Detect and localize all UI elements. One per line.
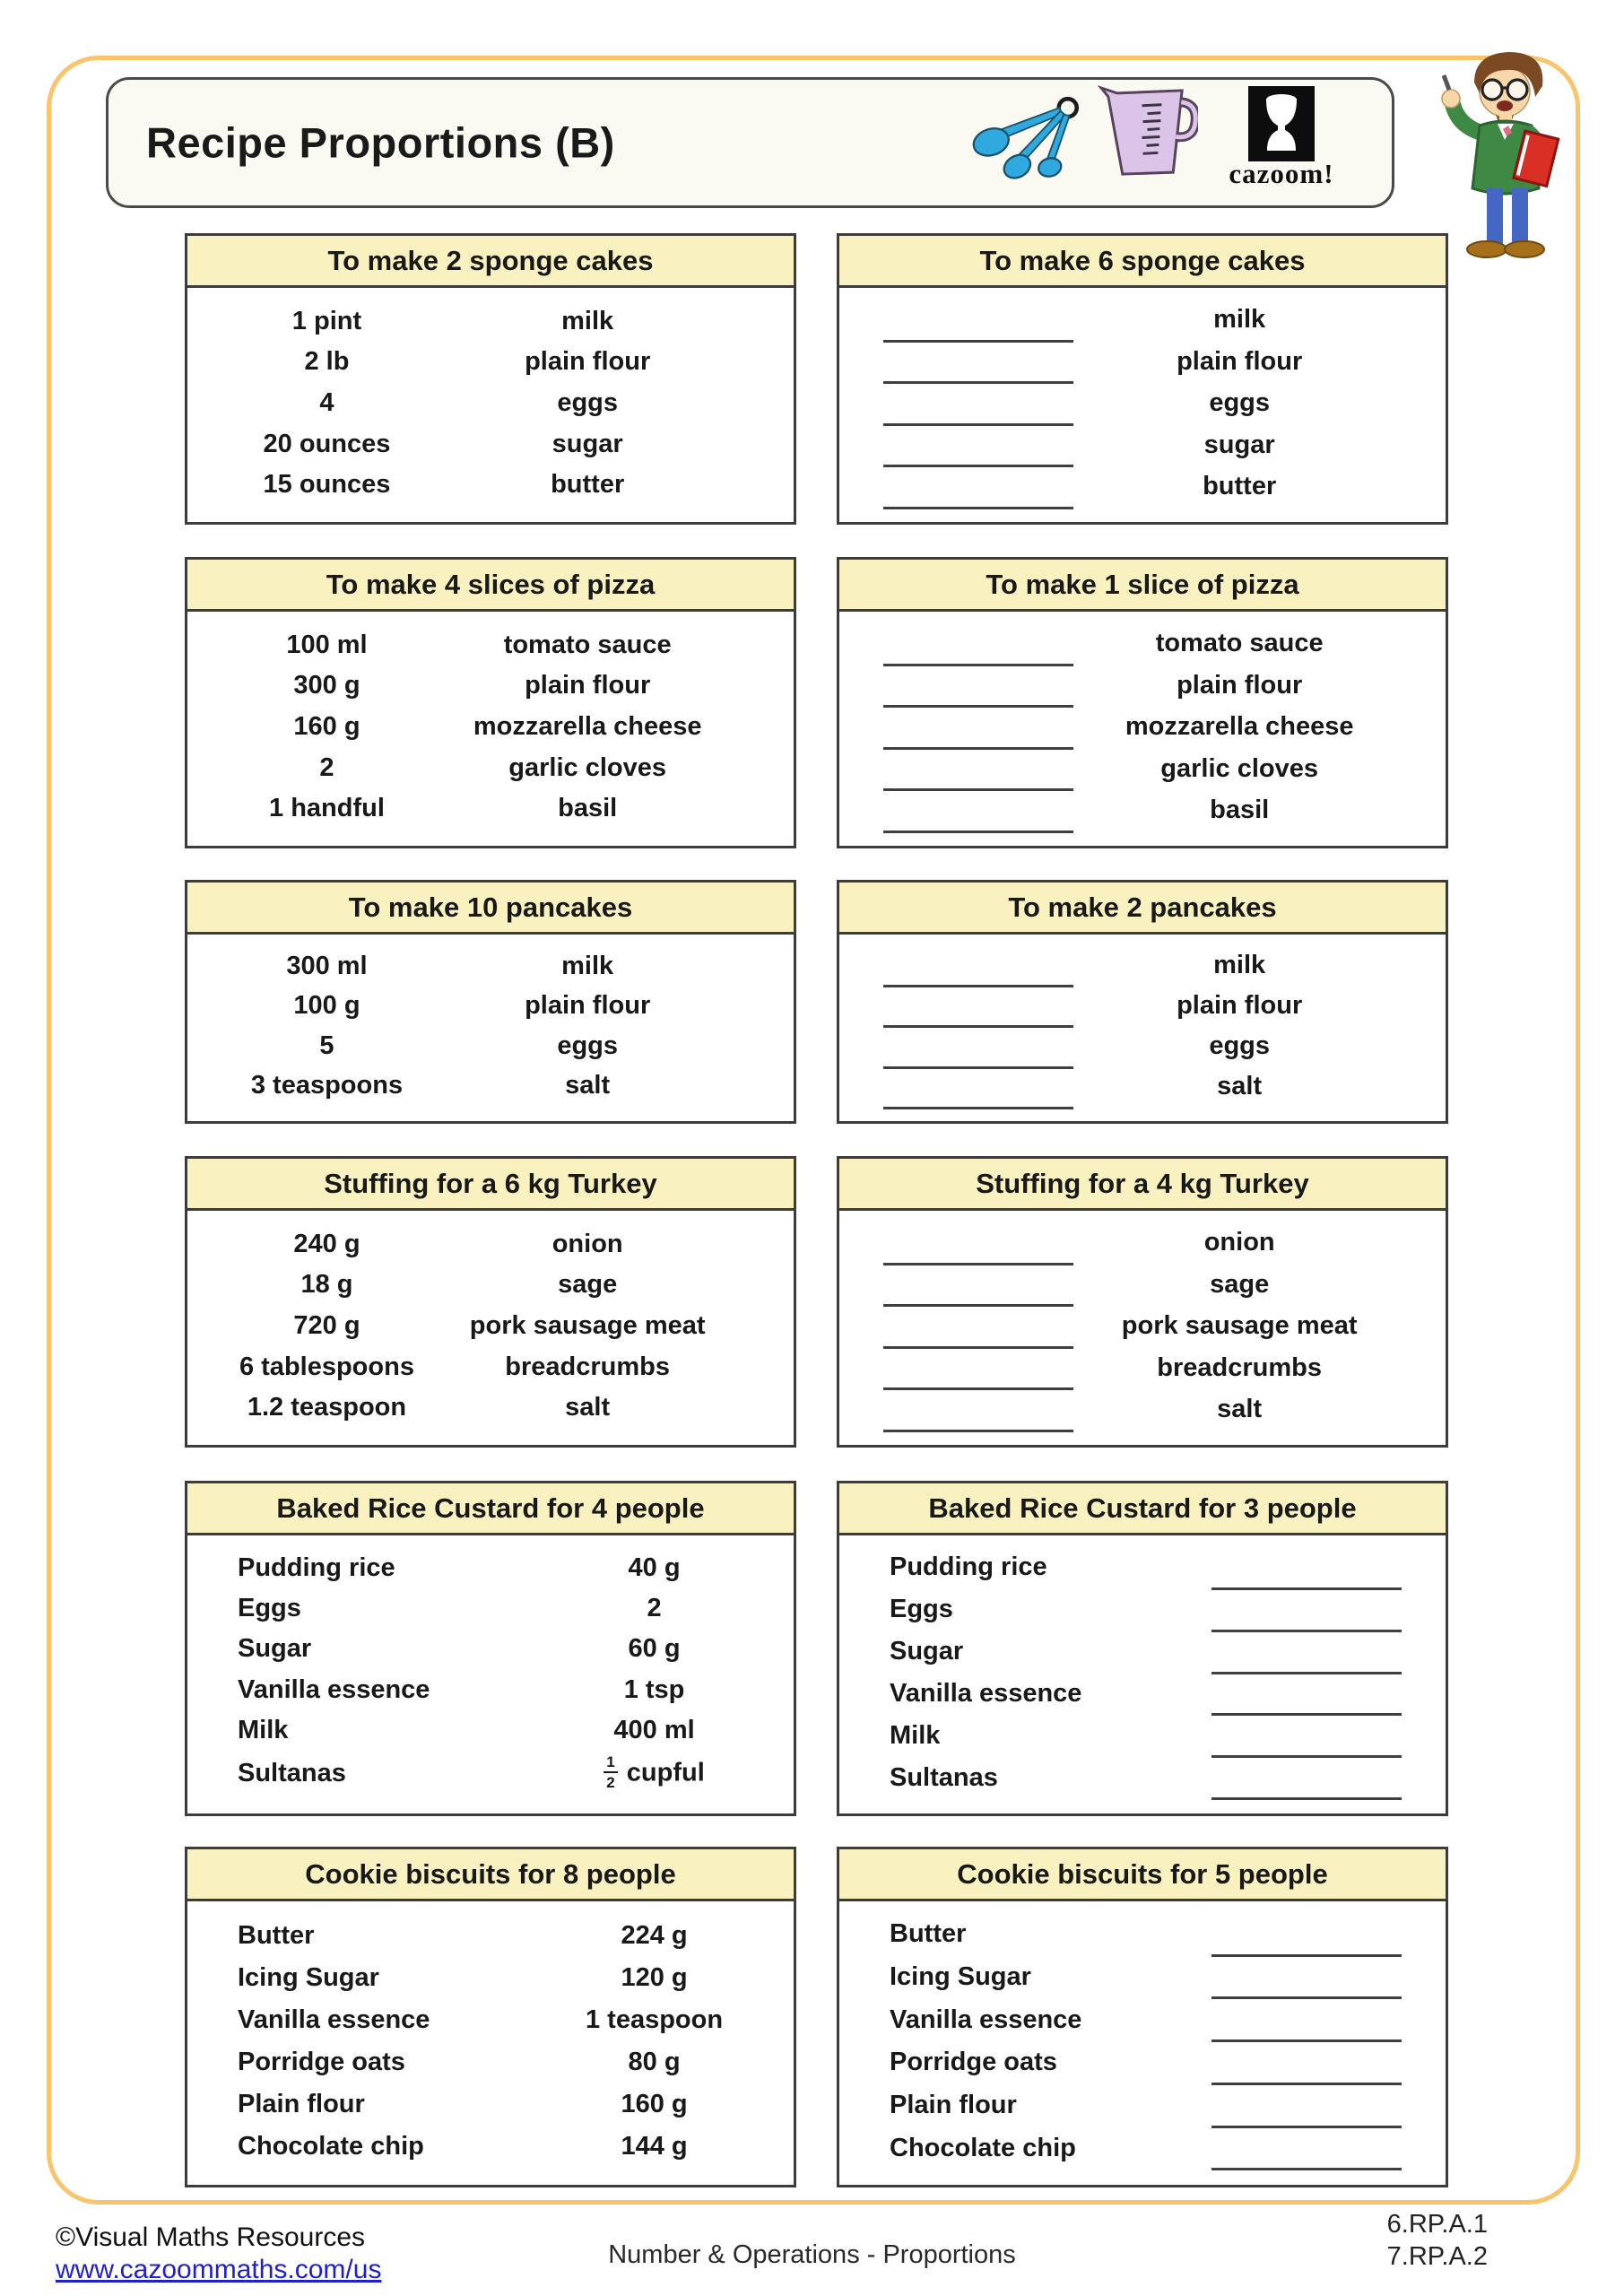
ingredient-row [839, 2046, 1446, 2080]
answer-blank-line [883, 440, 1073, 467]
ingredient-name: garlic cloves [508, 752, 667, 782]
ingredient-name: eggs [1209, 1031, 1270, 1061]
answer-blank-line [883, 806, 1073, 833]
ingredient-name: Pudding rice [890, 1552, 1047, 1582]
ingredient-row [839, 1718, 1446, 1752]
answer-blank-line [883, 399, 1073, 426]
quantity-value: 6 tablespoons [239, 1352, 414, 1381]
ingredient-row [839, 1351, 1446, 1385]
ingredient-row [839, 2131, 1446, 2165]
quantity-cell [839, 428, 1118, 462]
fraction [604, 1754, 617, 1790]
ingredient-name: Plain flour [890, 2091, 1017, 2120]
quantity-value: 160 g [621, 2090, 688, 2118]
answer-blank-line [1211, 1972, 1402, 1999]
measuring-jug-icon [1096, 83, 1198, 185]
quantity-cell [839, 1309, 1118, 1344]
quantity-cell [839, 627, 1118, 661]
footer-copyright: ©Visual Maths Resources [56, 2222, 366, 2252]
footer-standard-codes [1387, 2208, 1488, 2274]
quantity-cell [839, 794, 1118, 828]
answer-blank-line [883, 1322, 1073, 1349]
ingredient-name: plain flour [525, 347, 651, 377]
ingredient-name: butter [1203, 472, 1277, 500]
quantity-cell [1191, 2046, 1446, 2080]
quantity-value: 20 ounces [263, 429, 391, 458]
measuring-spoons-icon [967, 91, 1092, 181]
ingredient-row [187, 2005, 794, 2035]
recipe-box-body [187, 1535, 794, 1813]
ingredient-row [187, 430, 794, 459]
quantity-value: 120 g [621, 1963, 688, 1992]
ingredient-row [839, 470, 1446, 504]
answer-blank-line [1211, 1731, 1402, 1758]
ingredient-name: basil [1210, 796, 1270, 824]
recipe-box-body [839, 935, 1446, 1121]
ingredient-name: Sultanas [238, 1759, 346, 1788]
recipe-box-title: Cookie biscuits for 5 people [839, 1849, 1446, 1901]
quantity-cell [839, 668, 1118, 702]
recipe-box-turkey-stuffing-6kg [185, 1156, 796, 1448]
recipe-box-title: Baked Rice Custard for 3 people [839, 1483, 1446, 1535]
ingredient-name: Chocolate chip [238, 2132, 424, 2161]
recipe-box-title: Cookie biscuits for 8 people [187, 1849, 794, 1901]
ingredient-name: garlic cloves [1160, 753, 1319, 783]
ingredient-row [839, 1551, 1446, 1585]
ingredient-name: Butter [238, 1921, 315, 1950]
ingredient-name: Eggs [238, 1594, 301, 1623]
answer-blank-line [883, 1001, 1073, 1028]
quantity-cell [839, 1070, 1118, 1104]
recipe-box-title: To make 1 slice of pizza [839, 560, 1446, 612]
quantity-value: 300 g [293, 671, 360, 700]
ingredient-row [187, 952, 794, 981]
recipe-box-body [187, 288, 794, 522]
ingredient-name: plain flour [525, 671, 651, 700]
recipe-box-body [187, 935, 794, 1121]
answer-blank-line [1211, 2144, 1402, 2170]
page-title: Recipe Proportions (B) [146, 118, 615, 167]
quantity-cell [1191, 1918, 1446, 1952]
ingredient-name: Pudding rice [238, 1553, 395, 1583]
answer-blank-line [1211, 2058, 1402, 2085]
quantity-value: 15 ounces [263, 470, 391, 500]
ingredient-name: salt [1217, 1395, 1263, 1423]
ingredient-row [839, 303, 1446, 337]
quantity-cell [839, 1030, 1118, 1064]
ingredient-name: eggs [557, 387, 618, 417]
quantity-cell [1191, 1676, 1446, 1710]
footer-topic-label: Number & Operations - Proportions [608, 2240, 1016, 2269]
answer-blank-line [1211, 1773, 1402, 1800]
ingredient-row [187, 1963, 794, 1993]
answer-blank-line [883, 639, 1073, 666]
ingredient-row [839, 2003, 1446, 2037]
quantity-cell [1191, 1960, 1446, 1994]
answer-blank-line [883, 357, 1073, 384]
recipe-box-pizza-1-slice [837, 557, 1448, 848]
ingredient-row [839, 2089, 1446, 2123]
quantity-cell [839, 752, 1118, 786]
recipe-box-cookie-biscuits-8 [185, 1847, 796, 2187]
cazoom-logo-mark [1248, 86, 1315, 161]
recipe-box-rice-custard-3 [837, 1481, 1448, 1816]
answer-blank-line [1211, 2015, 1402, 2042]
ingredient-name: Vanilla essence [238, 2005, 430, 2034]
ingredient-name: milk [561, 306, 614, 335]
recipe-box-body [839, 612, 1446, 846]
recipe-box-title: Baked Rice Custard for 4 people [187, 1483, 794, 1535]
ingredient-name: plain flour [1177, 346, 1303, 376]
ingredient-row [839, 387, 1446, 421]
ingredient-name: Eggs [890, 1595, 953, 1624]
recipe-box-rice-custard-4 [185, 1481, 796, 1816]
ingredient-name: milk [561, 952, 614, 981]
quantity-value: 40 g [628, 1553, 681, 1583]
ingredient-row [839, 1393, 1446, 1427]
fraction-denominator: 2 [606, 1773, 615, 1791]
answer-blank-line [1211, 1930, 1402, 1957]
recipe-box-title: To make 4 slices of pizza [187, 560, 794, 612]
recipe-box-pancakes-10 [185, 880, 796, 1124]
ingredient-name: Icing Sugar [238, 1963, 379, 1992]
quantity-cell [1191, 1551, 1446, 1585]
ingredient-row [839, 344, 1446, 378]
ingredient-row [187, 2048, 794, 2077]
answer-blank-line [883, 1280, 1073, 1307]
answer-blank-line [1211, 1605, 1402, 1632]
answer-blank-line [883, 1083, 1073, 1109]
fraction-numerator: 1 [604, 1754, 617, 1773]
recipe-box-title: To make 6 sponge cakes [839, 236, 1446, 288]
ingredient-row [839, 1761, 1446, 1795]
ingredient-name: Sultanas [890, 1762, 998, 1792]
footer-website-link[interactable]: www.cazoommaths.com/us [56, 2255, 382, 2284]
ingredient-row [187, 1311, 794, 1341]
ingredient-row [187, 388, 794, 418]
quantity-value: 240 g [293, 1229, 360, 1258]
quantity-value: 1 tsp [623, 1674, 685, 1704]
ingredient-name: Porridge oats [238, 2048, 405, 2076]
ingredient-name: mozzarella cheese [1125, 712, 1354, 741]
ingredient-name: pork sausage meat [1121, 1311, 1358, 1340]
ingredient-row [187, 2090, 794, 2119]
ingredient-name: sugar [1203, 430, 1275, 459]
ingredient-row [187, 1230, 794, 1259]
ingredient-name: basil [558, 794, 618, 823]
ingredient-row [187, 991, 794, 1021]
quantity-cell [1191, 2131, 1446, 2165]
quantity-value: 18 g [300, 1270, 353, 1300]
recipe-box-body [187, 612, 794, 846]
ingredient-name: Plain flour [238, 2090, 365, 2118]
ingredient-row [187, 1553, 794, 1583]
answer-blank-line [1211, 1563, 1402, 1590]
ingredient-row [187, 1634, 794, 1664]
answer-blank-line [883, 764, 1073, 791]
recipe-box-body [187, 1211, 794, 1445]
recipe-box-title: To make 2 sponge cakes [187, 236, 794, 288]
ingredient-name: Vanilla essence [890, 1678, 1082, 1708]
ingredient-row [187, 307, 794, 336]
ingredient-row [187, 631, 794, 660]
ingredient-name: milk [1213, 305, 1266, 334]
ingredient-row [187, 1716, 794, 1745]
ingredient-row [187, 671, 794, 700]
quantity-value: cupful [626, 1758, 705, 1787]
quantity-value: 1 teaspoon [585, 2005, 724, 2034]
teacher-illustration [1424, 47, 1585, 271]
quantity-value: 160 g [293, 711, 360, 741]
recipe-box-body [839, 1901, 1446, 2185]
ingredient-row [839, 1309, 1446, 1344]
ingredient-row [839, 794, 1446, 828]
quantity-cell [839, 387, 1118, 421]
ingredient-name: eggs [557, 1031, 618, 1060]
recipe-box-sponge-cakes-6 [837, 233, 1448, 525]
ingredient-name: Milk [890, 1720, 941, 1750]
quantity-value: 1 pint [291, 306, 362, 335]
answer-blank-line [883, 483, 1073, 509]
answer-blank-line [1211, 1648, 1402, 1674]
answer-blank-line [883, 1042, 1073, 1069]
ingredient-row [187, 712, 794, 742]
quantity-value: 5 [319, 1031, 334, 1060]
ingredient-row [839, 1267, 1446, 1301]
ingredient-row [187, 1921, 794, 1951]
cazoom-logo-text: cazoom! [1229, 158, 1334, 189]
quantity-cell [1191, 1718, 1446, 1752]
cazoom-logo [1218, 86, 1345, 190]
ingredient-row [187, 1352, 794, 1382]
quantity-value: 224 g [621, 1921, 688, 1950]
quantity-value: 2 lb [304, 347, 350, 377]
quantity-value: 60 g [628, 1634, 681, 1664]
ingredient-row [839, 1635, 1446, 1669]
ingredient-name: mozzarella cheese [473, 711, 702, 741]
answer-blank-line [883, 316, 1073, 343]
ingredient-name: tomato sauce [1155, 629, 1324, 657]
ingredient-row [839, 668, 1446, 702]
quantity-cell [1191, 2089, 1446, 2123]
recipe-box-body [839, 1535, 1446, 1813]
ingredient-row [839, 1676, 1446, 1710]
quantity-cell [839, 948, 1118, 982]
ingredient-row [839, 710, 1446, 744]
ingredient-row [187, 753, 794, 783]
ingredient-name: Sugar [890, 1637, 964, 1666]
quantity-cell [839, 470, 1118, 504]
quantity-value: 400 ml [613, 1715, 695, 1744]
recipe-box-title: Stuffing for a 4 kg Turkey [839, 1159, 1446, 1211]
quantity-cell [839, 1351, 1118, 1385]
quantity-cell [839, 303, 1118, 337]
ingredient-row [187, 470, 794, 500]
ingredient-name: sage [558, 1270, 618, 1300]
quantity-cell [839, 344, 1118, 378]
ingredient-row [187, 1752, 794, 1792]
ingredient-name: butter [551, 470, 625, 500]
answer-blank-line [1211, 1689, 1402, 1716]
quantity-cell [1191, 2003, 1446, 2037]
ingredient-name: Vanilla essence [890, 2005, 1082, 2034]
quantity-cell [1191, 1761, 1446, 1795]
quantity-cell [839, 1393, 1118, 1427]
ingredient-row [839, 1226, 1446, 1260]
quantity-value: 2 [647, 1594, 662, 1623]
ingredient-name: pork sausage meat [469, 1310, 706, 1340]
ingredient-row [187, 1675, 794, 1705]
quantity-cell [539, 1752, 794, 1792]
standard-code-line2: 7.RP.A.2 [1386, 2242, 1488, 2272]
answer-blank-line [883, 723, 1073, 750]
quantity-value: 80 g [628, 2048, 681, 2076]
ingredient-name: Milk [238, 1715, 289, 1744]
ingredient-row [839, 1918, 1446, 1952]
quantity-value: 100 ml [286, 630, 368, 659]
ingredient-name: Icing Sugar [890, 1961, 1031, 1991]
ingredient-row [839, 1030, 1446, 1064]
ingredient-name: sage [1210, 1269, 1270, 1299]
ingredient-name: onion [1203, 1228, 1275, 1257]
ingredient-name: plain flour [1177, 670, 1303, 700]
ingredient-name: Sugar [238, 1634, 312, 1664]
quantity-cell [1191, 1593, 1446, 1627]
ingredient-row [187, 1270, 794, 1300]
answer-blank-line [883, 1239, 1073, 1265]
answer-blank-line [883, 1405, 1073, 1432]
standard-code-line1: 6.RP.A.1 [1386, 2210, 1488, 2239]
ingredient-name: plain flour [1177, 990, 1303, 1020]
recipe-box-turkey-stuffing-4kg [837, 1156, 1448, 1448]
ingredient-row [839, 948, 1446, 982]
ingredient-row [187, 794, 794, 823]
quantity-value: 2 [319, 752, 334, 782]
ingredient-name: salt [565, 1393, 611, 1422]
ingredient-row [839, 1070, 1446, 1104]
ingredient-row [839, 428, 1446, 462]
ingredient-row [187, 1594, 794, 1623]
quantity-value: 300 ml [286, 952, 368, 981]
ingredient-name: milk [1213, 950, 1266, 979]
quantity-value: 4 [319, 387, 334, 417]
ingredient-row [187, 1071, 794, 1100]
ingredient-name: tomato sauce [503, 630, 672, 659]
quantity-cell [839, 1267, 1118, 1301]
answer-blank-line [883, 961, 1073, 987]
quantity-cell [839, 710, 1118, 744]
recipe-box-title: To make 2 pancakes [839, 883, 1446, 935]
recipe-box-body [839, 1211, 1446, 1445]
quantity-cell [1191, 1635, 1446, 1669]
ingredient-name: plain flour [525, 991, 651, 1021]
ingredient-name: salt [1217, 1072, 1263, 1101]
ingredient-row [839, 1960, 1446, 1994]
recipe-box-cookie-biscuits-5 [837, 1847, 1448, 2187]
ingredient-name: sugar [551, 429, 623, 458]
recipe-box-pizza-4-slices [185, 557, 796, 848]
ingredient-name: eggs [1209, 388, 1270, 417]
worksheet-header [106, 77, 1394, 208]
recipe-box-pancakes-2 [837, 880, 1448, 1124]
answer-blank-line [883, 1363, 1073, 1390]
quantity-cell [839, 1226, 1118, 1260]
ingredient-row [187, 347, 794, 377]
answer-blank-line [883, 681, 1073, 708]
ingredient-name: Porridge oats [890, 2048, 1057, 2077]
ingredient-name: breadcrumbs [1157, 1352, 1323, 1382]
ingredient-name: breadcrumbs [505, 1352, 671, 1381]
recipe-box-title: To make 10 pancakes [187, 883, 794, 935]
ingredient-row [839, 627, 1446, 661]
ingredient-name: Butter [890, 1919, 967, 1949]
quantity-cell [839, 988, 1118, 1022]
ingredient-row [187, 1393, 794, 1422]
quantity-value: 720 g [293, 1310, 360, 1340]
ingredient-row [839, 752, 1446, 786]
ingredient-name: Chocolate chip [890, 2133, 1076, 2162]
quantity-value: 1 handful [269, 794, 385, 823]
recipe-box-sponge-cakes-2 [185, 233, 796, 525]
ingredient-name: salt [565, 1070, 611, 1100]
recipe-box-body [187, 1901, 794, 2185]
recipe-box-title: Stuffing for a 6 kg Turkey [187, 1159, 794, 1211]
quantity-value: 144 g [621, 2132, 688, 2161]
ingredient-row [187, 1031, 794, 1061]
quantity-value: 3 teaspoons [250, 1070, 404, 1100]
ingredient-row [839, 1593, 1446, 1627]
quantity-value: 1.2 teaspoon [247, 1393, 407, 1422]
ingredient-name: Vanilla essence [238, 1674, 430, 1704]
ingredient-row [187, 2132, 794, 2161]
recipe-box-body [839, 288, 1446, 522]
ingredient-row [839, 988, 1446, 1022]
answer-blank-line [1211, 2101, 1402, 2128]
ingredient-name: onion [551, 1229, 623, 1258]
quantity-value: 100 g [293, 991, 360, 1021]
